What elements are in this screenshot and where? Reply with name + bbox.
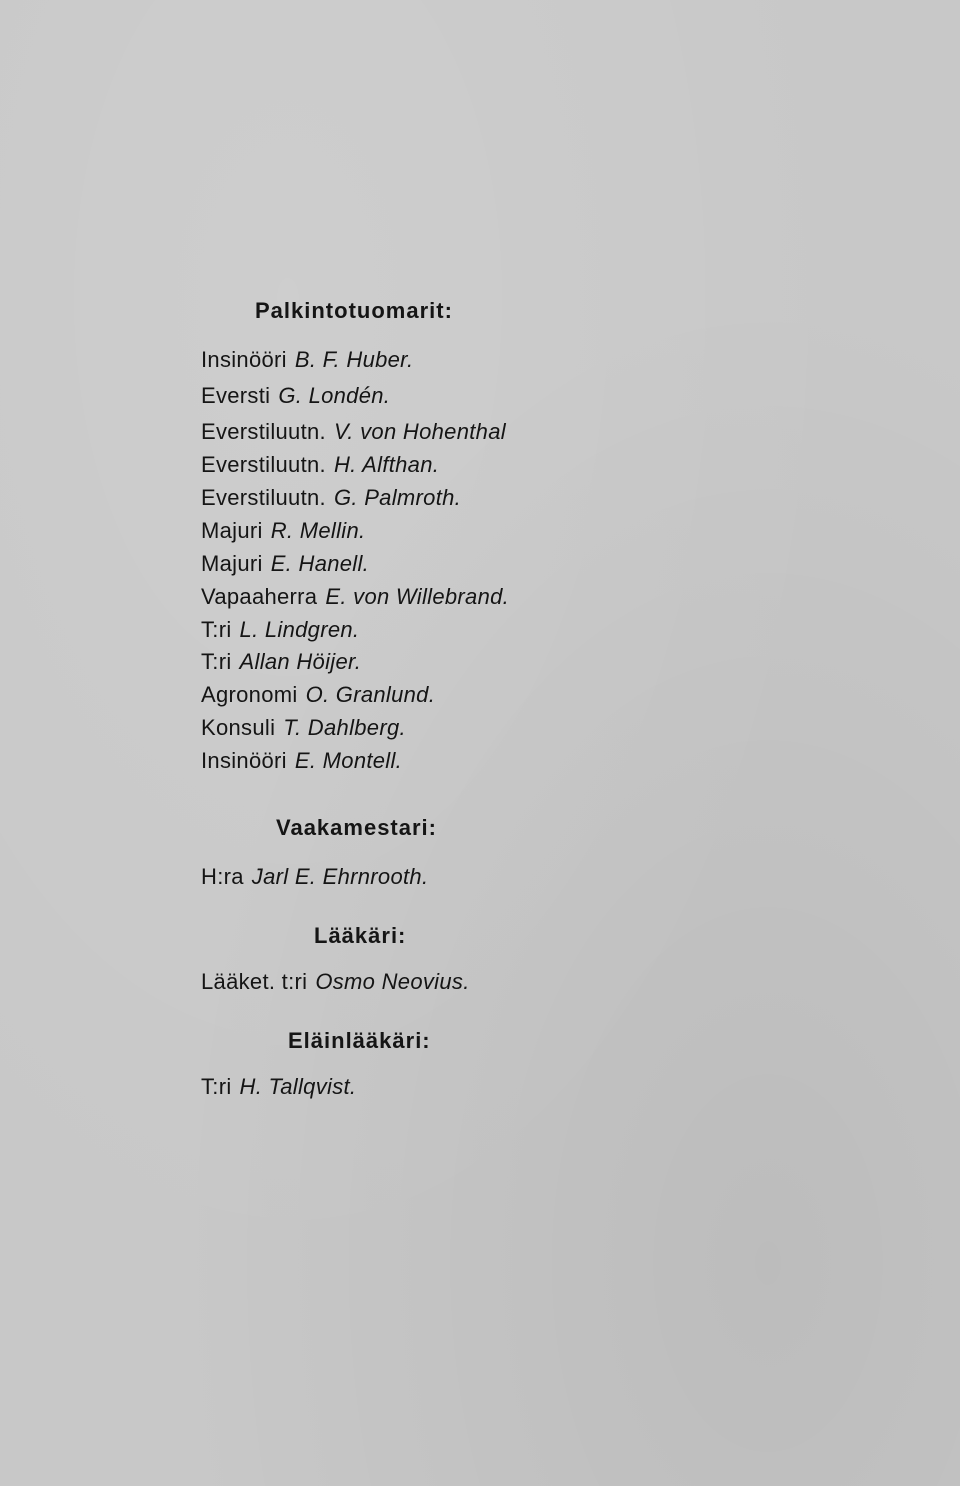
- judge-title: Insinööri: [201, 347, 287, 372]
- judges-heading: Palkintotuomarit:: [255, 298, 453, 323]
- judge-line: [201, 383, 390, 409]
- judge-title: Majuri: [201, 551, 263, 576]
- veterinarian-line: [201, 1074, 356, 1100]
- judge-title: T:ri: [201, 649, 232, 674]
- judge-name: G. Palmroth.: [333, 485, 462, 510]
- judge-name: T. Dahlberg.: [283, 715, 406, 740]
- weighmaster-heading: Vaakamestari:: [276, 815, 437, 840]
- judge-name: R. Mellin.: [270, 518, 366, 543]
- judge-name: L. Lindgren.: [239, 617, 360, 642]
- weighmaster-title: H:ra: [201, 864, 244, 889]
- doctor-name: Osmo Neovius.: [315, 969, 470, 994]
- judge-title: Konsuli: [201, 715, 276, 740]
- veterinarian-name: H. Tallqvist.: [239, 1074, 357, 1099]
- judge-title: Everstiluutn.: [201, 419, 326, 444]
- veterinarian-heading: Eläinlääkäri:: [288, 1028, 431, 1053]
- judge-line: [201, 347, 413, 373]
- doctor-title: Lääket. t:ri: [201, 969, 308, 994]
- judge-line: [201, 617, 359, 643]
- weighmaster-name: Jarl E. Ehrnrooth.: [251, 864, 429, 889]
- judge-title: Insinööri: [201, 748, 287, 773]
- judge-name: Allan Höijer.: [239, 649, 362, 674]
- judge-name: G. Londén.: [278, 383, 391, 408]
- judge-line: [201, 452, 439, 478]
- doctor-line: [201, 969, 470, 995]
- judge-line: [201, 551, 369, 577]
- judge-line: [201, 649, 361, 675]
- judge-line: [201, 682, 435, 708]
- judge-title: T:ri: [201, 617, 232, 642]
- judge-line: [201, 715, 406, 741]
- doctor-heading: Lääkäri:: [314, 923, 407, 948]
- judge-line: [201, 748, 402, 774]
- judge-name: H. Alfthan.: [333, 452, 440, 477]
- judge-title: Majuri: [201, 518, 263, 543]
- judge-name: E. Montell.: [294, 748, 403, 773]
- judge-title: Eversti: [201, 383, 271, 408]
- judge-name: E. Hanell.: [270, 551, 370, 576]
- judge-title: Everstiluutn.: [201, 452, 326, 477]
- judge-title: Everstiluutn.: [201, 485, 326, 510]
- veterinarian-title: T:ri: [201, 1074, 232, 1099]
- judge-title: Vapaaherra: [201, 584, 318, 609]
- judge-name: V. von Hohenthal: [333, 419, 506, 444]
- weighmaster-line: [201, 864, 428, 890]
- judge-name: E. von Willebrand.: [325, 584, 510, 609]
- judge-name: O. Granlund.: [305, 682, 436, 707]
- judge-line: [201, 485, 461, 511]
- judge-line: [201, 419, 506, 445]
- judge-title: Agronomi: [201, 682, 298, 707]
- judge-line: [201, 518, 365, 544]
- judge-name: B. F. Huber.: [294, 347, 414, 372]
- judge-line: [201, 584, 509, 610]
